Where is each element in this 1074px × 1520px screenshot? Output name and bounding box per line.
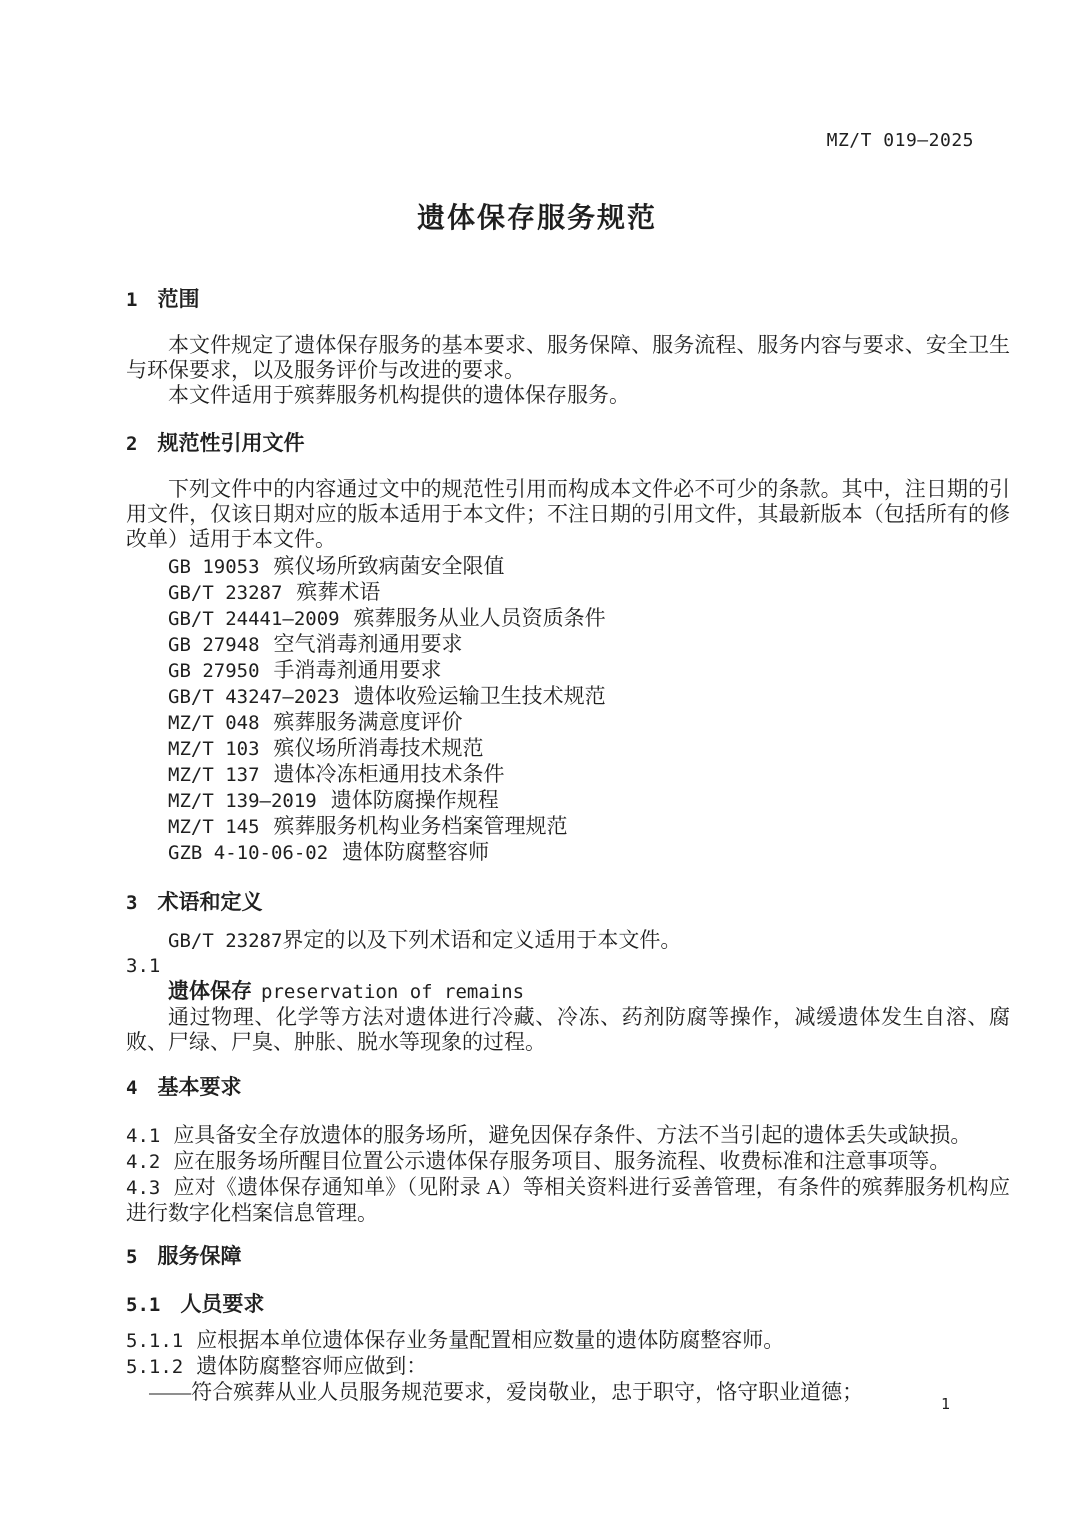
- ref-title: 空气消毒剂通用要求: [273, 632, 463, 656]
- section-number: 1: [126, 289, 138, 311]
- ref-title: 殡仪场所致病菌安全限值: [273, 554, 505, 578]
- clause-number: 5.1.1: [126, 1330, 184, 1352]
- ref-code: GB/T 24441—2009: [168, 608, 340, 630]
- reference-item: [126, 684, 1010, 710]
- clause-number: 5.1.2: [126, 1356, 184, 1378]
- page-number: 1: [941, 1395, 951, 1413]
- clause-number: 4.3: [126, 1177, 161, 1199]
- clause-4-2: [126, 1149, 1010, 1175]
- clause-4-1: [126, 1123, 1010, 1149]
- ref-title: 殡葬术语: [296, 580, 381, 604]
- standard-code: MZ/T 019—2025: [826, 130, 974, 151]
- clause-text: 应具备安全存放遗体的服务场所，避免因保存条件、方法不当引起的遗体丢失或缺损。: [173, 1123, 972, 1147]
- ref-code: GB 19053: [168, 556, 260, 578]
- ref-title: 殡葬服务满意度评价: [273, 710, 463, 734]
- ref-code: GB/T 43247—2023: [168, 686, 340, 708]
- section-4-heading: [126, 1075, 1010, 1101]
- section-5-1-heading: [126, 1292, 1010, 1318]
- references-list: [126, 554, 1010, 866]
- clause-number: 4.2: [126, 1151, 161, 1173]
- reference-item: [126, 840, 1010, 866]
- ref-code: MZ/T 103: [168, 738, 260, 760]
- clause-5-1-2: [126, 1354, 1010, 1380]
- ref-title: 殡葬服务从业人员资质条件: [353, 606, 606, 630]
- ref-title: 遗体防腐整容师: [342, 840, 490, 864]
- section-title: 规范性引用文件: [157, 432, 305, 455]
- section-1-heading: [126, 287, 1010, 313]
- ref-code: MZ/T 137: [168, 764, 260, 786]
- reference-item: [126, 710, 1010, 736]
- clause-text: 应对《遗体保存通知单》（见附录 A）等相关资料进行妥善管理，有条件的殡葬服务机构应进行数字化档案信息管理。: [126, 1175, 1010, 1225]
- section-number: 2: [126, 433, 138, 455]
- reference-item: [126, 814, 1010, 840]
- ref-title: 殡葬服务机构业务档案管理规范: [273, 814, 568, 838]
- ref-code: MZ/T 139—2019: [168, 790, 317, 812]
- reference-item: [126, 658, 1010, 684]
- paragraph-terms-intro: [126, 928, 1010, 954]
- term-number: 3.1: [126, 955, 161, 977]
- ref-title: 遗体冷冻柜通用技术条件: [273, 762, 505, 786]
- reference-item: [126, 788, 1010, 814]
- ref-code: GB/T 23287: [168, 930, 283, 952]
- term-english: preservation of remains: [261, 981, 525, 1003]
- section-title: 范围: [157, 288, 200, 311]
- section-number: 4: [126, 1077, 138, 1099]
- term-chinese: 遗体保存: [168, 980, 252, 1003]
- document-body: [126, 0, 1010, 1405]
- paragraph-refs-intro: 下列文件中的内容通过文中的规范性引用而构成本文件必不可少的条款。其中，注日期的引用文件，仅该日期对应的版本适用于本文件；不注日期的引用文件，其最新版本（包括所有的修改单）适用于本文件。: [126, 477, 1010, 551]
- terms-intro-text: 界定的以及下列术语和定义适用于本文件。: [282, 928, 682, 952]
- paragraph-scope-1: 本文件规定了遗体保存服务的基本要求、服务保障、服务流程、服务内容与要求、安全卫生与环保要求，以及服务评价与改进的要求。: [126, 333, 1010, 382]
- ref-title: 遗体防腐操作规程: [330, 788, 499, 812]
- clause-number: 4.1: [126, 1125, 161, 1147]
- ref-title: 殡仪场所消毒技术规范: [273, 736, 484, 760]
- section-number: 3: [126, 892, 138, 914]
- document-title: 遗体保存服务规范: [416, 202, 657, 233]
- ref-code: MZ/T 048: [168, 712, 260, 734]
- reference-item: [126, 762, 1010, 788]
- section-5-heading: [126, 1244, 1010, 1270]
- section-title: 术语和定义: [157, 891, 263, 914]
- ref-title: 遗体收殓运输卫生技术规范: [353, 684, 606, 708]
- clause-text: 应根据本单位遗体保存业务量配置相应数量的遗体防腐整容师。: [196, 1328, 785, 1352]
- clause-4-3: [126, 1175, 1010, 1226]
- term-definition: 通过物理、化学等方法对遗体进行冷藏、冷冻、药剂防腐等操作，减缓遗体发生自溶、腐败、尸绿、尸臭、肿胀、脱水等现象的过程。: [126, 1005, 1010, 1054]
- clause-text: 应在服务场所醒目位置公示遗体保存服务项目、服务流程、收费标准和注意事项等。: [173, 1149, 951, 1173]
- reference-item: [126, 606, 1010, 632]
- reference-item: [126, 554, 1010, 580]
- section-title: 服务保障: [157, 1245, 242, 1268]
- paragraph-scope-2: 本文件适用于殡葬服务机构提供的遗体保存服务。: [168, 383, 630, 407]
- dash-list-item: ——符合殡葬从业人员服务规范要求，爱岗敬业，忠于职守，恪守职业道德；: [149, 1380, 864, 1404]
- reference-item: [126, 736, 1010, 762]
- ref-code: GZB 4-10-06-02: [168, 842, 329, 864]
- section-2-heading: [126, 431, 1010, 457]
- section-title: 人员要求: [180, 1293, 265, 1316]
- term-entry: [126, 979, 1010, 1005]
- ref-code: GB 27948: [168, 634, 260, 656]
- ref-code: GB 27950: [168, 660, 260, 682]
- section-number: 5.1: [126, 1294, 161, 1316]
- section-title: 基本要求: [157, 1076, 242, 1099]
- ref-title: 手消毒剂通用要求: [273, 658, 442, 682]
- reference-item: [126, 632, 1010, 658]
- ref-code: GB/T 23287: [168, 582, 283, 604]
- ref-code: MZ/T 145: [168, 816, 260, 838]
- section-number: 5: [126, 1246, 138, 1268]
- clause-text: 遗体防腐整容师应做到：: [196, 1354, 428, 1378]
- section-3-heading: [126, 890, 1010, 916]
- clause-5-1-1: [126, 1328, 1010, 1354]
- reference-item: [126, 580, 1010, 606]
